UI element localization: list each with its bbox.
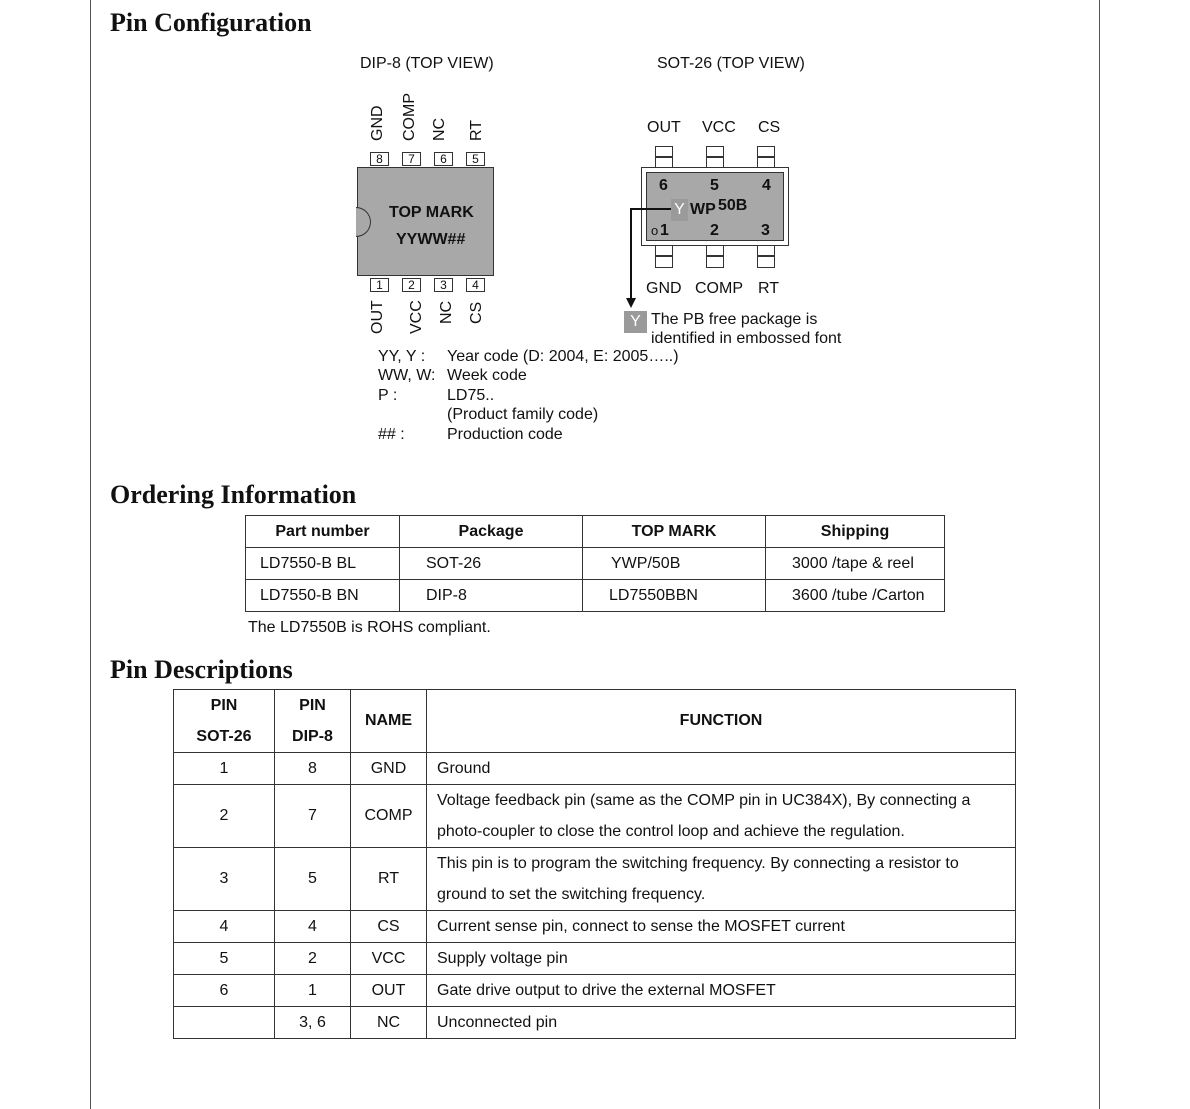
- dip8-bottom-label: VCC: [408, 300, 425, 334]
- sot26-note-y: Y: [624, 311, 647, 333]
- sot26-bottom-label: COMP: [695, 280, 743, 297]
- sot26-bottom-label: GND: [646, 280, 682, 297]
- ordering-header: TOP MARK: [583, 516, 766, 548]
- dip8-pin-number: 6: [434, 152, 453, 166]
- ordering-header-row: [246, 516, 945, 548]
- pin-dip-cell: 8: [275, 753, 351, 785]
- dip8-mark-line2: YYWW##: [396, 231, 466, 248]
- pin-dip-cell: 3, 6: [275, 1007, 351, 1039]
- sot26-mark-wp: WP: [690, 201, 716, 218]
- dip8-notch: [356, 207, 371, 237]
- dip8-top-label: NC: [431, 117, 448, 141]
- dip8-top-label: GND: [369, 105, 386, 141]
- pin-function-cell: Voltage feedback pin (same as the COMP pin in UC384X), By connecting a photo-coupler to close the control loop and achieve the regulation.: [427, 785, 1016, 848]
- sot26-note-line2: identified in embossed font: [651, 330, 842, 347]
- sot26-lead: [757, 246, 775, 268]
- ordering-cell: YWP/50B: [583, 548, 766, 580]
- table-row: [246, 548, 945, 580]
- ordering-cell: DIP-8: [400, 580, 583, 612]
- pin-name-cell: NC: [351, 1007, 427, 1039]
- pin-header-sot: [174, 690, 275, 753]
- table-row: [174, 785, 1016, 848]
- legend-key: WW, W:: [378, 367, 436, 384]
- sot26-note-line1: The PB free package is: [651, 311, 818, 328]
- dip8-title: DIP-8 (TOP VIEW): [360, 55, 494, 72]
- ordering-cell: LD7550-B BL: [246, 548, 400, 580]
- pin-dip-cell: 5: [275, 848, 351, 911]
- legend-value: Production code: [447, 426, 563, 443]
- pin-dip-cell: 2: [275, 943, 351, 975]
- dip8-bottom-label: NC: [438, 300, 455, 324]
- table-row: [246, 580, 945, 612]
- pin-name-cell: VCC: [351, 943, 427, 975]
- pin-function-cell: Ground: [427, 753, 1016, 785]
- pin-sot-cell: 6: [174, 975, 275, 1007]
- pin-header-sot-label: SOT-26: [196, 728, 252, 745]
- sot26-pin-number: 1: [660, 222, 669, 239]
- sot26-bottom-label: RT: [758, 280, 780, 297]
- legend-value: LD75..: [447, 387, 495, 404]
- sot26-top-label: OUT: [647, 119, 681, 136]
- pin-sot-cell: 3: [174, 848, 275, 911]
- ordering-cell: 3000 /tape & reel: [766, 548, 945, 580]
- pin-name-cell: RT: [351, 848, 427, 911]
- pin-function-cell: Current sense pin, connect to sense the MOSFET current: [427, 911, 1016, 943]
- table-row: [174, 1007, 1016, 1039]
- pin-function-cell: Supply voltage pin: [427, 943, 1016, 975]
- sot26-pin-number: 3: [761, 222, 770, 239]
- pin-header-row: [174, 690, 1016, 753]
- sot26-pin-number: 5: [710, 177, 719, 194]
- table-row: [174, 753, 1016, 785]
- dip8-pin-number: 3: [434, 278, 453, 292]
- sot26-pin1-dot: o: [651, 223, 659, 238]
- pin-configuration-title: Pin Configuration: [110, 8, 312, 37]
- sot26-pin-number: 2: [710, 222, 719, 239]
- dip8-bottom-label: OUT: [369, 300, 386, 334]
- table-row: [174, 848, 1016, 911]
- dip8-pin-number: 5: [466, 152, 485, 166]
- sot26-mark-50b: 50B: [718, 197, 748, 214]
- ordering-header: Shipping: [766, 516, 945, 548]
- table-row: [174, 911, 1016, 943]
- legend-key: YY, Y :: [378, 348, 426, 365]
- pin-name-cell: CS: [351, 911, 427, 943]
- pin-function-cell: Gate drive output to drive the external MOSFET: [427, 975, 1016, 1007]
- ordering-cell: LD7550-B BN: [246, 580, 400, 612]
- pin-header-dip-label: DIP-8: [292, 728, 333, 745]
- pin-header-pin-label: PIN: [210, 697, 238, 714]
- pin-sot-cell: 4: [174, 911, 275, 943]
- dip8-top-label: COMP: [401, 93, 418, 141]
- sot26-lead: [757, 146, 775, 168]
- table-row: [174, 975, 1016, 1007]
- pin-sot-cell: 2: [174, 785, 275, 848]
- ordering-header: Package: [400, 516, 583, 548]
- dip8-pin-number: 1: [370, 278, 389, 292]
- ordering-cell: 3600 /tube /Carton: [766, 580, 945, 612]
- sot26-pin-number: 4: [762, 177, 771, 194]
- sot26-leader-arrow: [620, 200, 680, 312]
- pin-dip-cell: 7: [275, 785, 351, 848]
- page-border-left: [90, 0, 91, 1109]
- sot26-top-label: VCC: [702, 119, 736, 136]
- rohs-note: The LD7550B is ROHS compliant.: [248, 619, 491, 636]
- dip8-top-label: RT: [468, 119, 485, 141]
- pin-header-pin-label: PIN: [299, 697, 326, 714]
- pin-description-table: [173, 689, 1016, 1039]
- legend-value: (Product family code): [447, 406, 599, 423]
- pin-header-function: FUNCTION: [427, 690, 1016, 753]
- pin-sot-cell: 1: [174, 753, 275, 785]
- legend-key: P :: [378, 387, 398, 404]
- pin-name-cell: OUT: [351, 975, 427, 1007]
- pin-name-cell: GND: [351, 753, 427, 785]
- dip8-pin-number: 7: [402, 152, 421, 166]
- sot26-lead: [706, 146, 724, 168]
- sot26-title: SOT-26 (TOP VIEW): [657, 55, 805, 72]
- dip8-mark-line1: TOP MARK: [389, 204, 474, 221]
- pin-header-dip: [275, 690, 351, 753]
- ordering-information-title: Ordering Information: [110, 480, 357, 509]
- pin-dip-cell: 4: [275, 911, 351, 943]
- pin-function-cell: Unconnected pin: [427, 1007, 1016, 1039]
- pin-descriptions-title: Pin Descriptions: [110, 655, 293, 684]
- sot26-pin-number: 6: [659, 177, 668, 194]
- legend-value: Year code (D: 2004, E: 2005…..): [447, 348, 679, 365]
- page-border-right: [1099, 0, 1100, 1109]
- ordering-cell: LD7550BBN: [583, 580, 766, 612]
- ordering-header: Part number: [246, 516, 400, 548]
- dip8-pin-number: 2: [402, 278, 421, 292]
- pin-name-cell: COMP: [351, 785, 427, 848]
- sot26-top-label: CS: [758, 119, 781, 136]
- pin-sot-cell: 5: [174, 943, 275, 975]
- pin-dip-cell: 1: [275, 975, 351, 1007]
- sot26-lead: [706, 246, 724, 268]
- sot26-mark-y: Y: [671, 199, 688, 221]
- pin-sot-cell: [174, 1007, 275, 1039]
- sot26-lead: [655, 146, 673, 168]
- legend-value: Week code: [447, 367, 527, 384]
- ordering-cell: SOT-26: [400, 548, 583, 580]
- legend-key: ## :: [378, 426, 405, 443]
- dip8-bottom-label: CS: [468, 301, 485, 324]
- ordering-table: [245, 515, 945, 612]
- table-row: [174, 943, 1016, 975]
- dip8-pin-number: 8: [370, 152, 389, 166]
- dip8-pin-number: 4: [466, 278, 485, 292]
- pin-header-name: NAME: [351, 690, 427, 753]
- pin-function-cell: This pin is to program the switching frequency. By connecting a resistor to ground to set the switching frequency.: [427, 848, 1016, 911]
